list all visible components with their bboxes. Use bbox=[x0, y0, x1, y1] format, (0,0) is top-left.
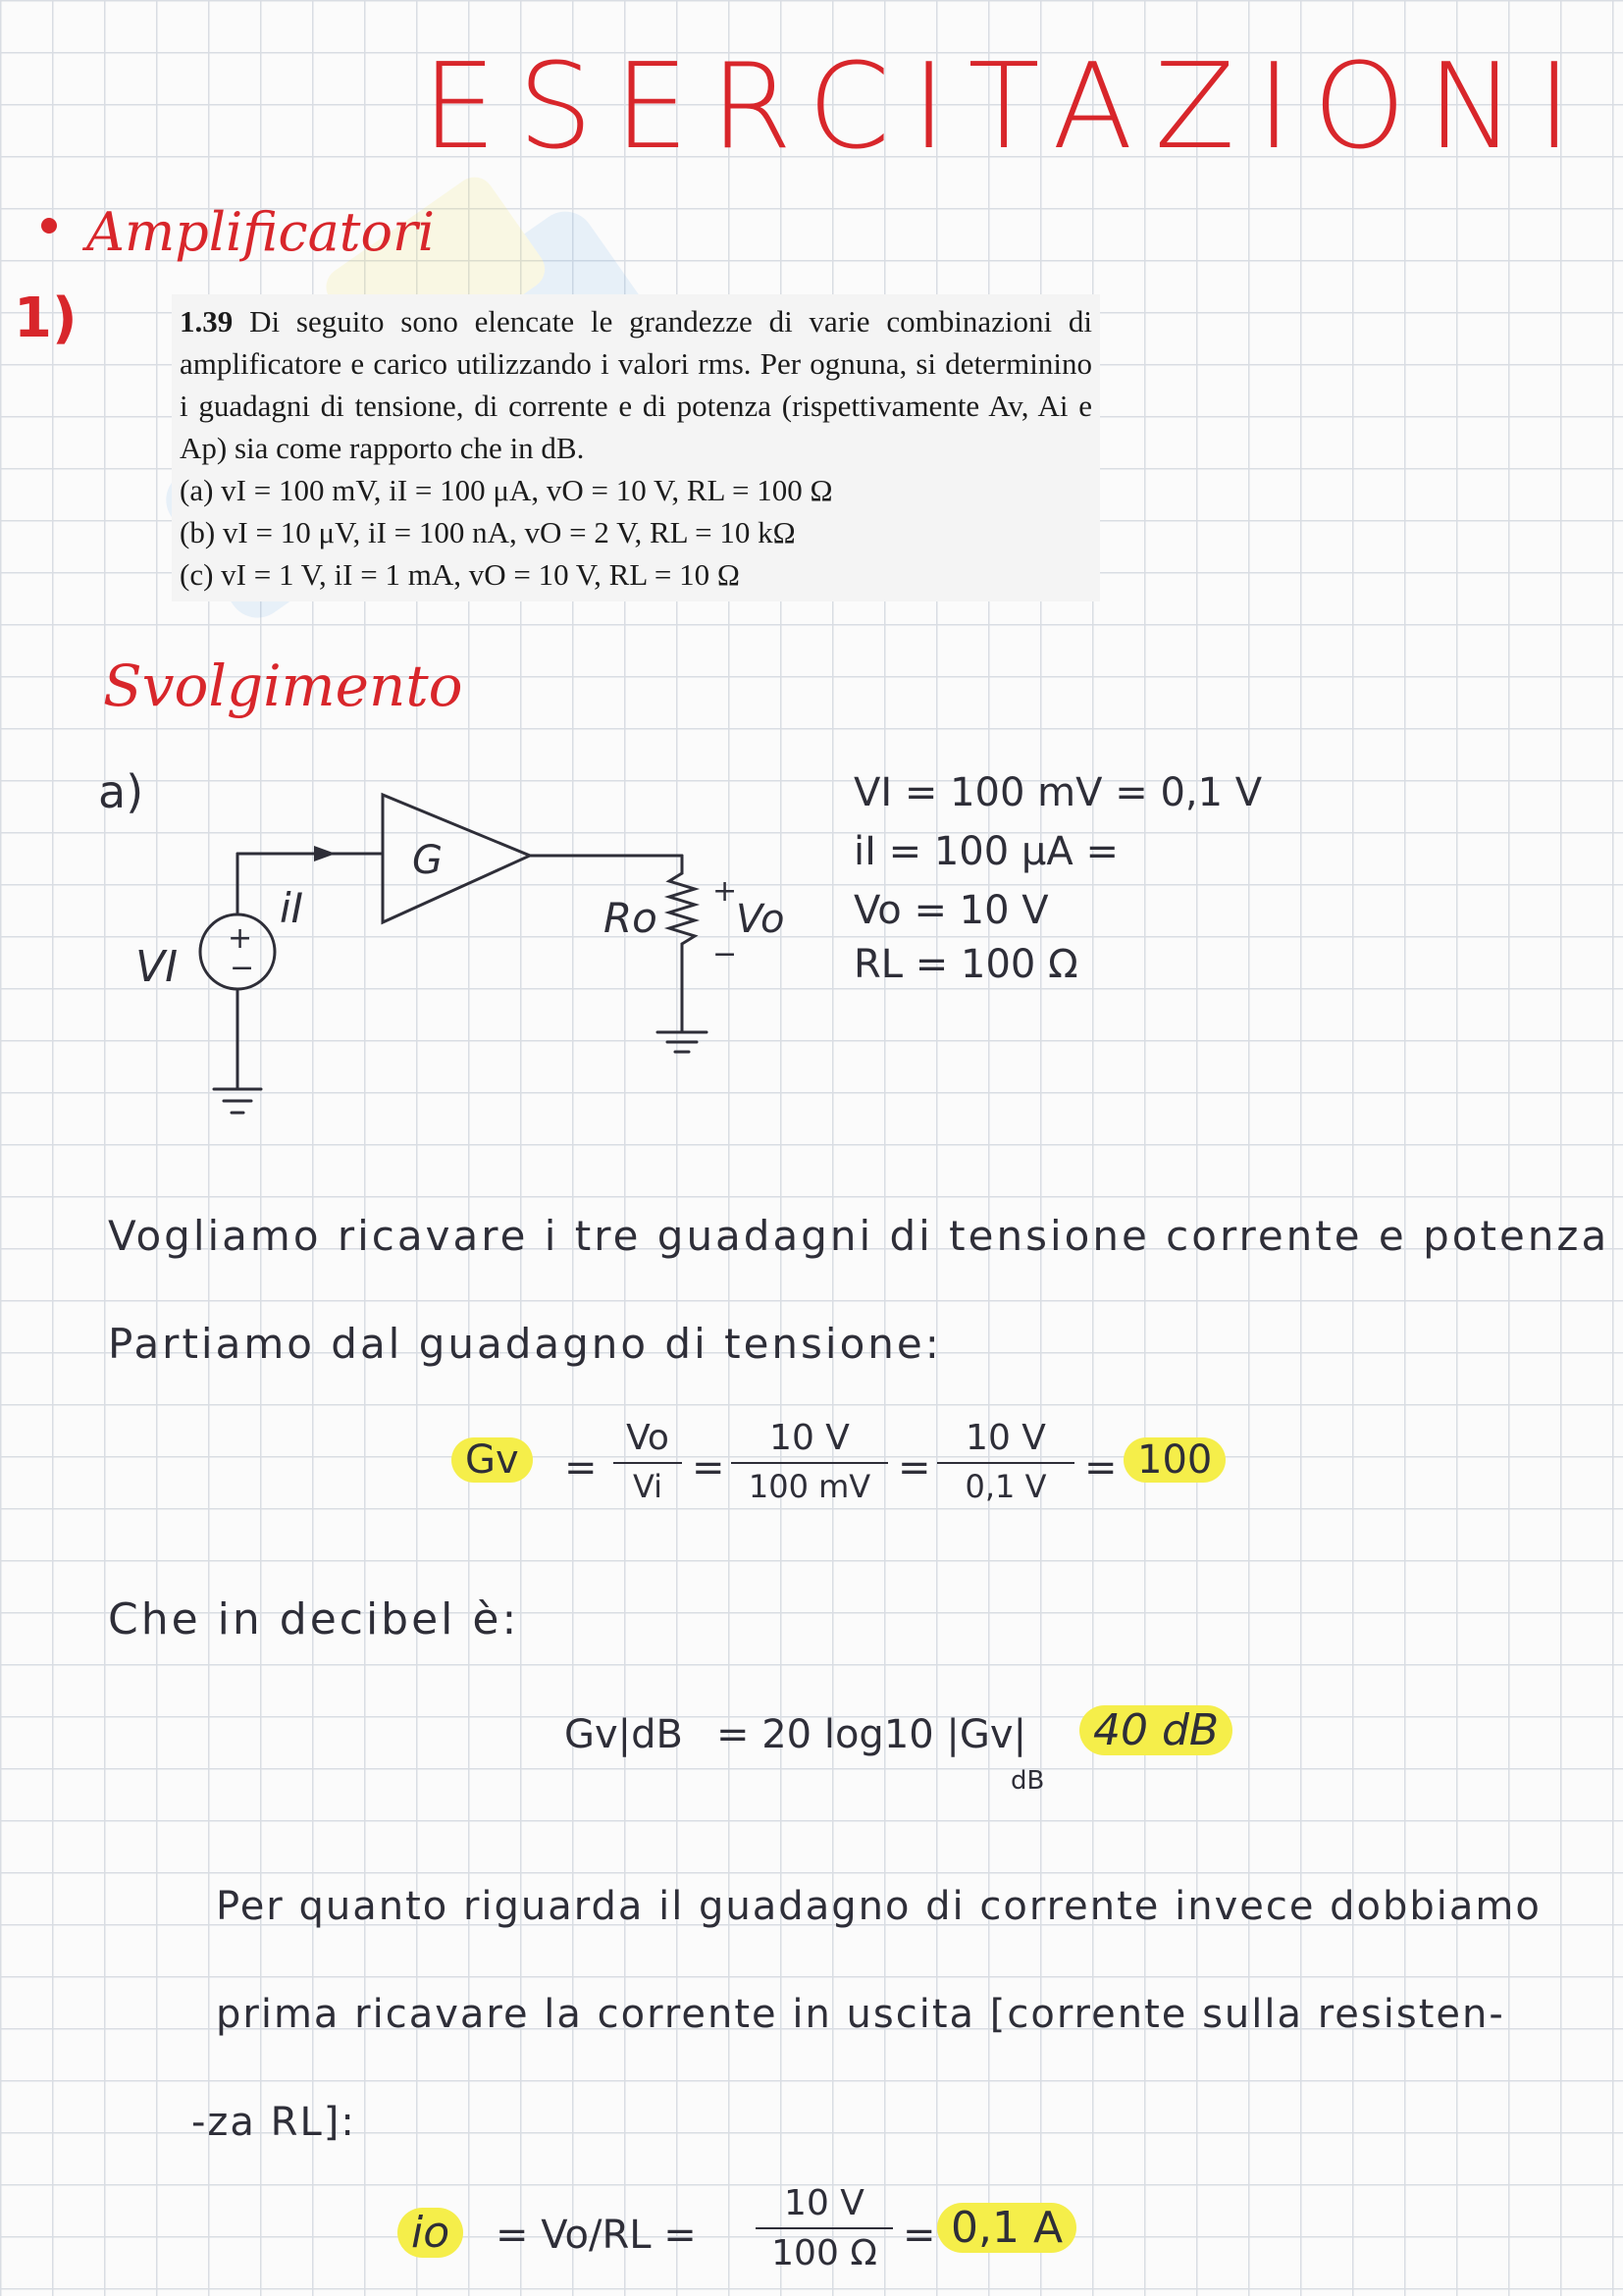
given-vi: VI = 100 mV = 0,1 V bbox=[854, 770, 1263, 815]
given-rl: RL = 100 Ω bbox=[854, 942, 1078, 987]
part-label: a) bbox=[98, 765, 144, 818]
fraction-1-num: Vo bbox=[626, 1418, 669, 1458]
output-minus: − bbox=[712, 937, 738, 971]
output-current-result: 0,1 A bbox=[937, 2203, 1076, 2253]
eq3-equals: = bbox=[903, 2213, 936, 2258]
problem-text-block bbox=[180, 300, 1092, 469]
source-minus: − bbox=[230, 951, 255, 985]
source-plus: + bbox=[228, 921, 253, 956]
fraction-2-num: 10 V bbox=[769, 1418, 850, 1458]
problem-number: 1.39 bbox=[180, 304, 234, 339]
fraction-output-current bbox=[756, 2183, 893, 2273]
fraction-3-den: 0,1 V bbox=[965, 1468, 1047, 1505]
db-subscript: dB bbox=[1011, 1766, 1045, 1796]
voltage-gain-db-result: 40 dB bbox=[1079, 1705, 1232, 1755]
output-current-symbol: io bbox=[397, 2208, 463, 2258]
current-arrow bbox=[314, 846, 336, 861]
eq1-equals-1: = bbox=[564, 1445, 598, 1490]
given-vo: Vo = 10 V bbox=[854, 888, 1049, 933]
amplifier-label: G bbox=[412, 838, 443, 883]
fraction-values bbox=[731, 1418, 888, 1505]
current-label: iI bbox=[280, 884, 304, 932]
gain-v-db-symbol: Gv|dB bbox=[564, 1712, 683, 1757]
fraction-2-bar bbox=[731, 1462, 888, 1464]
fraction-vo-vi bbox=[613, 1418, 682, 1505]
output-plus: + bbox=[712, 874, 738, 909]
problem-text: Di seguito sono elencate le grandezze di varie combinazioni di amplificatore e carico utilizzando i valori rms. Per ognuna, si determinino i guadagni di tensione, di corrente e di potenza (rispettivamente Av, Ai e Ap) sia come rapporto che in dB. bbox=[180, 304, 1092, 465]
svolgimento-heading: Svolgimento bbox=[103, 652, 463, 719]
voltage-source bbox=[200, 914, 275, 989]
eq1-equals-2: = bbox=[692, 1445, 725, 1490]
circuit-diagram bbox=[118, 775, 824, 1148]
fraction-3-num: 10 V bbox=[966, 1418, 1046, 1458]
given-ii: iI = 100 μA = bbox=[854, 829, 1119, 874]
output-label: Vo bbox=[736, 897, 785, 942]
source-label: VI bbox=[135, 942, 179, 992]
fraction-4-den: 100 Ω bbox=[771, 2233, 877, 2273]
section-heading: Amplificatori bbox=[86, 201, 436, 263]
eq1-equals-4: = bbox=[1084, 1445, 1118, 1490]
paragraph-3-line-2: prima ricavare la corrente in uscita [corrente sulla resisten- bbox=[216, 1992, 1505, 2037]
fraction-4-bar bbox=[756, 2227, 893, 2229]
paragraph-3-line-3: -za RL]: bbox=[191, 2100, 356, 2145]
problem-statement bbox=[172, 294, 1100, 601]
fraction-1-den: Vi bbox=[632, 1468, 663, 1505]
paragraph-1-line-1: Vogliamo ricavare i tre guadagni di tensione corrente e potenza bbox=[108, 1212, 1610, 1260]
fraction-1-bar bbox=[613, 1462, 682, 1464]
problem-item-c: (c) vI = 1 V, iI = 1 mA, vO = 10 V, RL = 10 Ω bbox=[180, 557, 740, 592]
fraction-4-num: 10 V bbox=[784, 2183, 864, 2223]
paragraph-2: Che in decibel è: bbox=[108, 1594, 520, 1644]
problem-item-b: (b) vI = 10 μV, iI = 100 nA, vO = 2 V, RL = 10 kΩ bbox=[180, 515, 796, 549]
bullet-dot bbox=[41, 218, 57, 234]
gain-v-symbol: Gv bbox=[451, 1437, 533, 1483]
fraction-simplified bbox=[937, 1418, 1074, 1505]
page-title: ESERCITAZIONI bbox=[422, 39, 1594, 176]
paragraph-1-line-2: Partiamo dal guadagno di tensione: bbox=[108, 1320, 942, 1368]
paragraph-3-line-1: Per quanto riguarda il guadagno di corrente invece dobbiamo bbox=[216, 1884, 1542, 1929]
resistor-label: Ro bbox=[603, 894, 657, 942]
fraction-3-bar bbox=[937, 1462, 1074, 1464]
problem-item-a: (a) vI = 100 mV, iI = 100 μA, vO = 10 V, RL = 100 Ω bbox=[180, 473, 833, 507]
fraction-2-den: 100 mV bbox=[748, 1468, 871, 1505]
exercise-number: 1) bbox=[14, 287, 78, 350]
log-expression: = 20 log10 |Gv| bbox=[716, 1712, 1027, 1757]
eq1-equals-3: = bbox=[898, 1445, 931, 1490]
output-current-expression: = Vo/RL = bbox=[496, 2213, 697, 2258]
voltage-gain-result: 100 bbox=[1124, 1437, 1226, 1483]
